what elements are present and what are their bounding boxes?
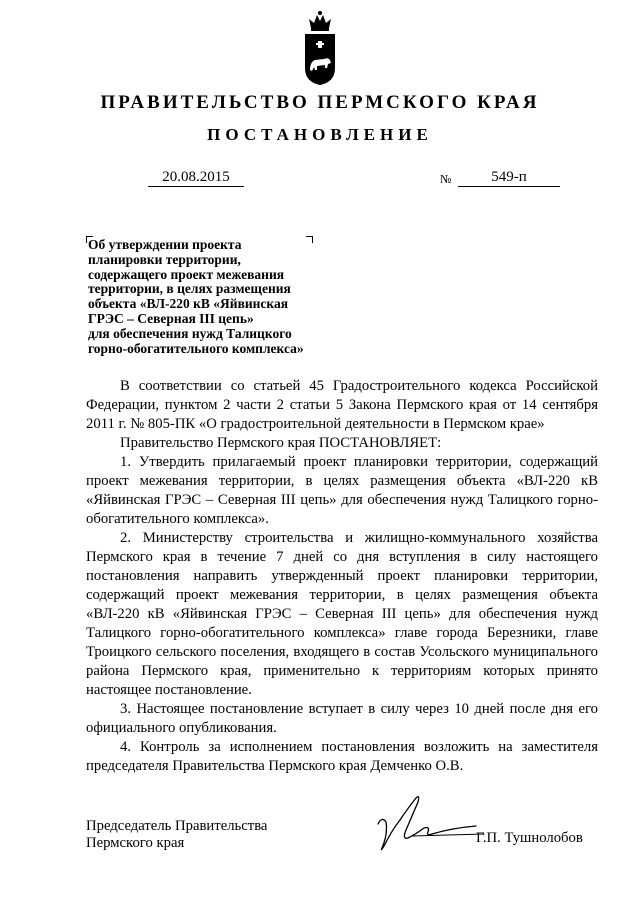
government-title: ПРАВИТЕЛЬСТВО ПЕРМСКОГО КРАЯ bbox=[100, 92, 540, 113]
clause-1: 1. Утвердить прилагаемый проект планировки территории, содержащий проект межевания территории, в целях размещения объекта «ВЛ-220 кВ «Яйвинская ГРЭС – Северная III цепь» для обеспечения нужд Талицкого горно-обогатительного комплекса». bbox=[86, 454, 598, 527]
document-type: ПОСТАНОВЛЕНИЕ bbox=[207, 125, 433, 144]
subject-line: территории, в целях размещения bbox=[88, 281, 291, 297]
signatory-position bbox=[86, 818, 267, 852]
subject-line: объекта «ВЛ-220 кВ «Яйвинская bbox=[88, 296, 289, 312]
subject-line: ГРЭС – Северная III цепь» bbox=[88, 310, 254, 326]
number-sign: № bbox=[440, 172, 452, 186]
clause-4: 4. Контроль за исполнением постановления возложить на заместителя председателя Правительства Пермского края Демченко О.В. bbox=[86, 739, 598, 774]
subject-line: содержащего проект межевания bbox=[88, 266, 285, 282]
clause-2: 2. Министерству строительства и жилищно-коммунального хозяйства Пермского края в течение 7 дней со дня вступления в силу настоящего постановления направить утвержденный проект планировки территории, содержащий проект межевания территории, в целях размещения объекта «ВЛ-220 кВ «Яйвинская ГРЭС – Северная III цепь» для обеспечения нужд Талицкого горно-обогатительного комплекса» главе города Березники, главе Троицкого сельского поселения, входящего в состав Усольского муниципального района Пермского края, применительно к территориям которых принято настоящее постановление. bbox=[86, 530, 598, 698]
subject-line: горно-обогатительного комплекса» bbox=[88, 340, 304, 356]
subject-line: Об утверждении проекта bbox=[88, 237, 242, 252]
resolution-statement: Правительство Пермского края ПОСТАНОВЛЯЕТ: bbox=[120, 435, 442, 451]
document-date: 20.08.2015 bbox=[148, 168, 244, 187]
clause-3: 3. Настоящее постановление вступает в силу через 10 дней после дня его официального опубликования. bbox=[86, 701, 598, 736]
document-subject bbox=[88, 238, 348, 356]
document-number: 549-п bbox=[458, 168, 560, 187]
document-body bbox=[86, 377, 598, 776]
signatory-name: Г.П. Тушнолобов bbox=[476, 830, 583, 846]
signatory-position-line: Пермского края bbox=[86, 835, 185, 851]
subject-line: планировки территории, bbox=[88, 251, 241, 267]
preamble-paragraph: В соответствии со статьей 45 Градостроительного кодекса Российской Федерации, пунктом 2 части 2 статьи 5 Закона Пермского края от 14 сентября 2011 г. № 805-ПК «О градостроительной деятельности в Пермском крае» bbox=[86, 378, 598, 432]
signatory-position-line: Председатель Правительства bbox=[86, 818, 268, 834]
perm-krai-coat-of-arms-icon bbox=[302, 10, 338, 86]
subject-line: для обеспечения нужд Талицкого bbox=[88, 325, 292, 341]
handwritten-signature bbox=[372, 786, 492, 856]
